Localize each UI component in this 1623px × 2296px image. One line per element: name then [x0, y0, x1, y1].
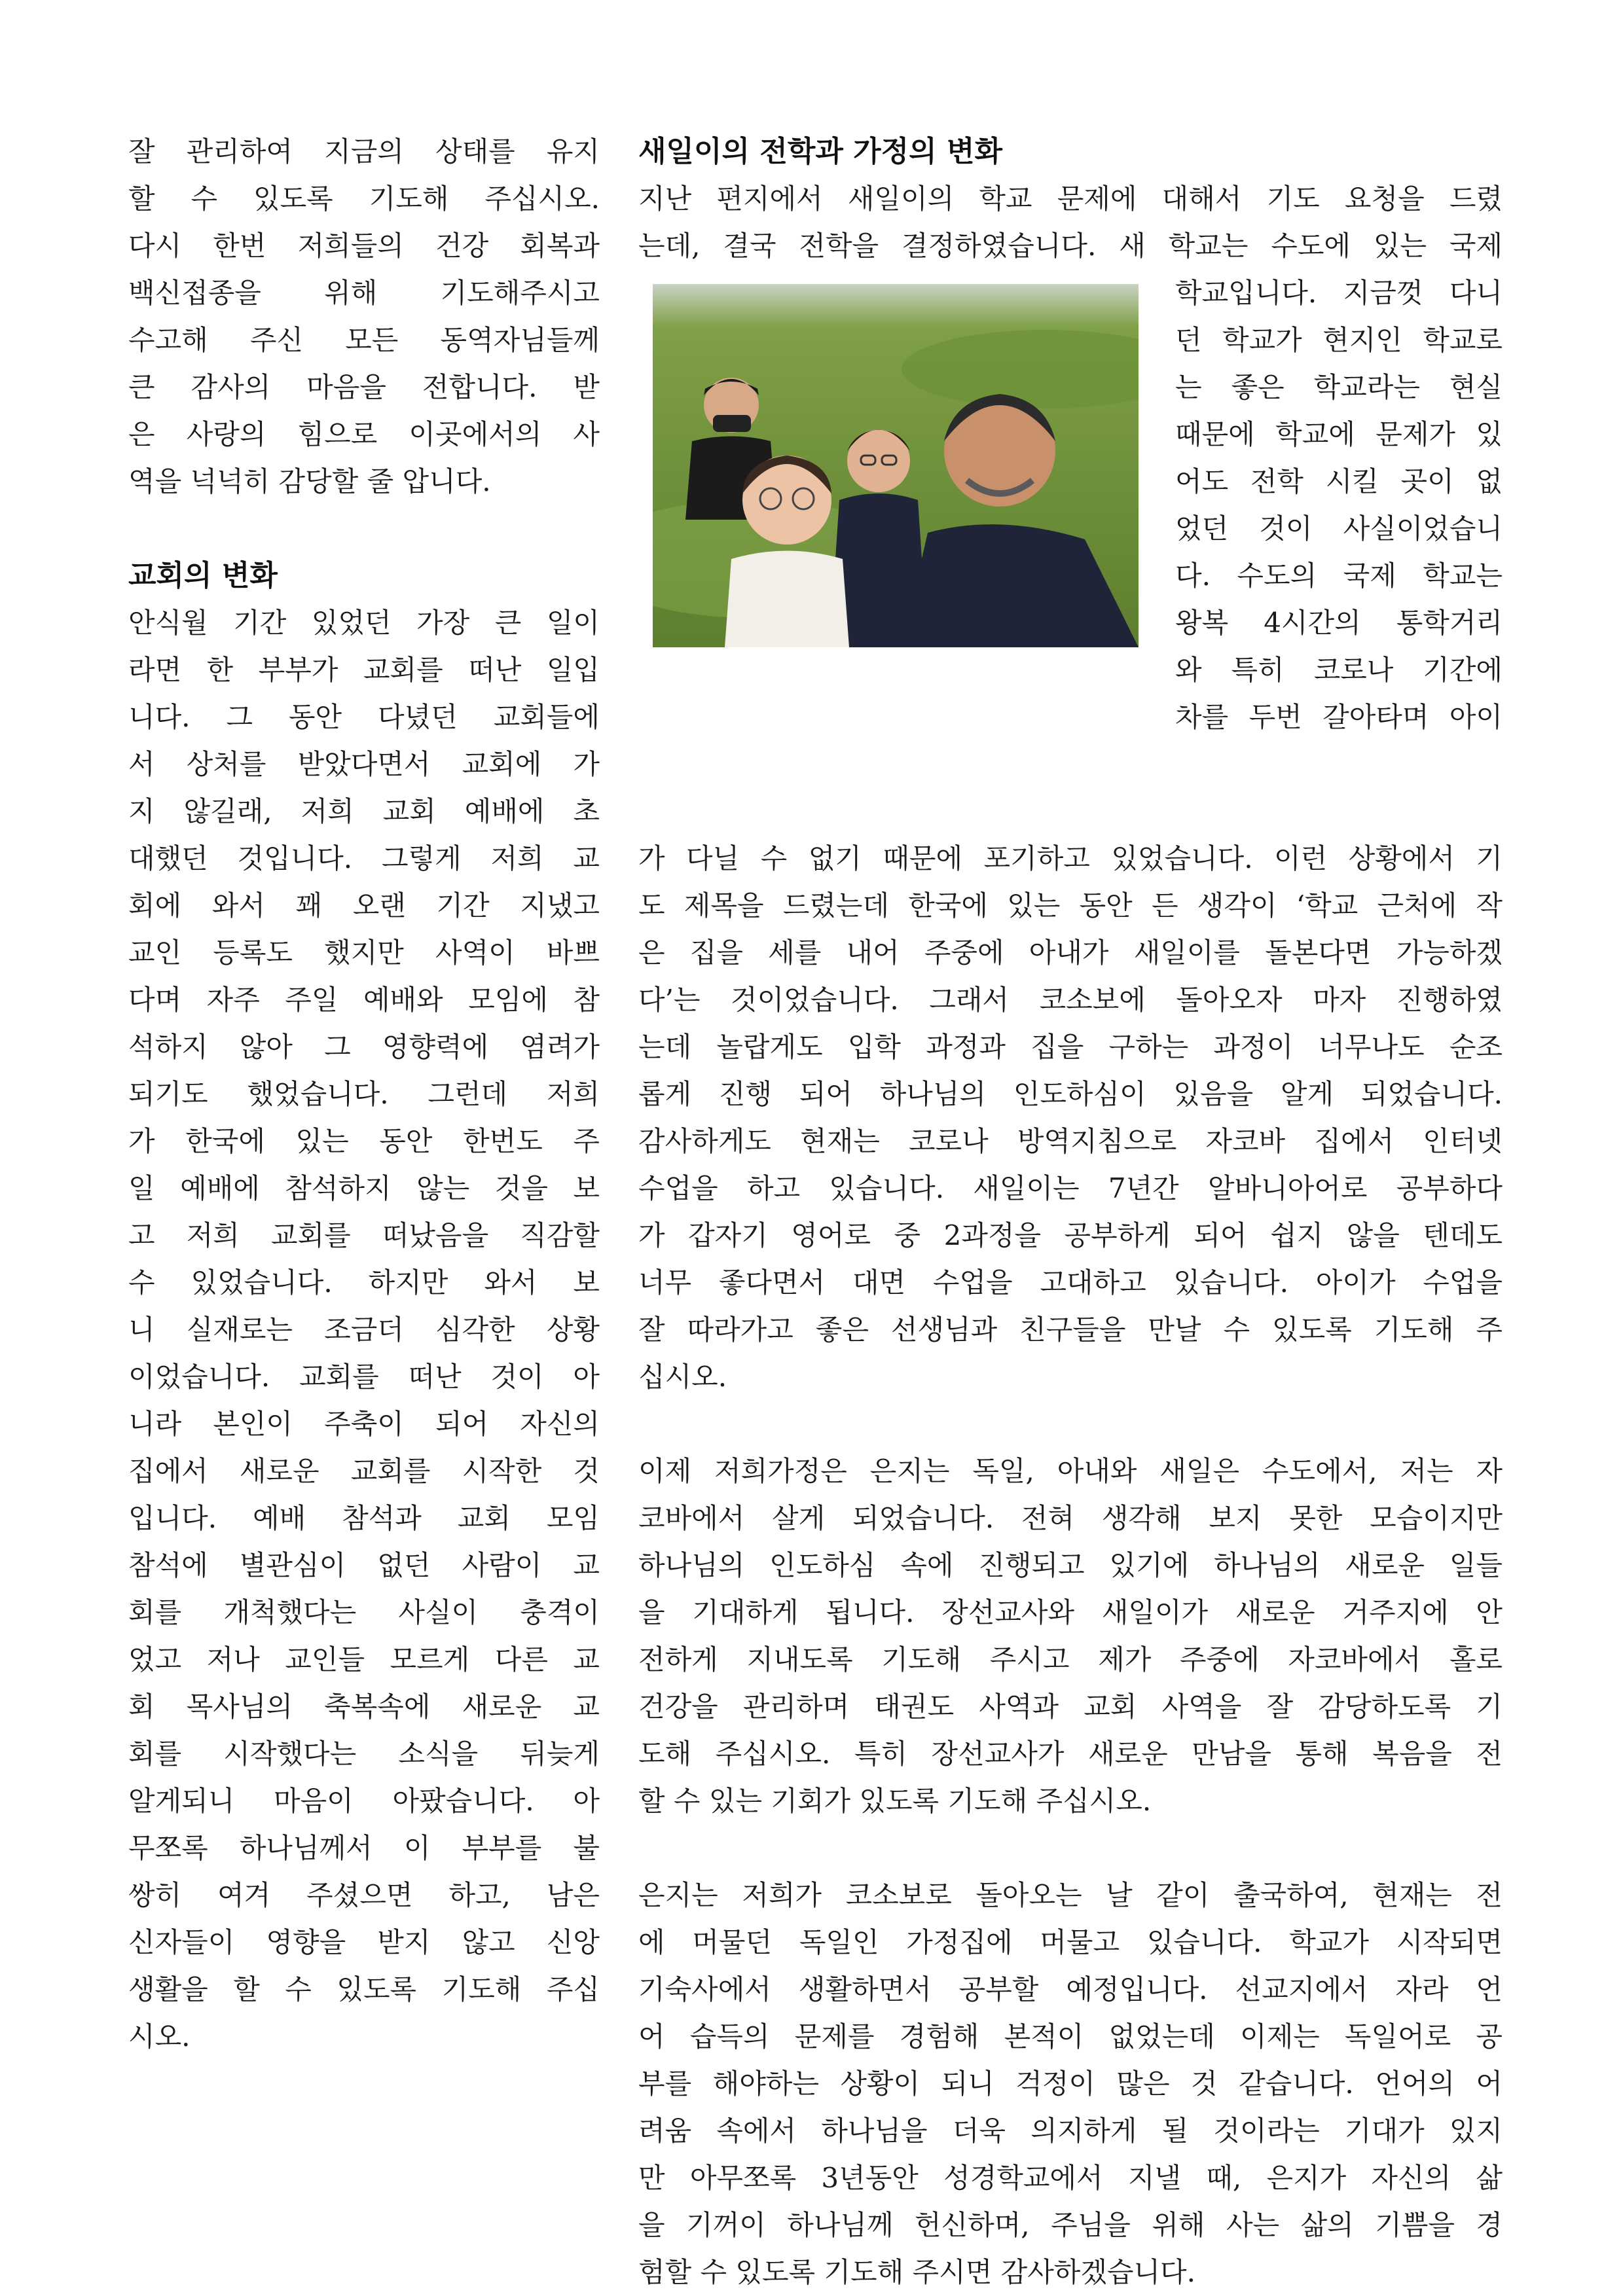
text-line: 역을 넉넉히 감당할 줄 압니다.	[128, 465, 491, 497]
text-line: 참석에 별관심이 없던 사람이 교	[128, 1549, 600, 1581]
text-line: 십시오.	[638, 1361, 727, 1393]
text-line: 쌍히 여겨 주셨으면 하고, 남은	[128, 1879, 600, 1911]
text-line: 너무 좋다면서 대면 수업을 고대하고 있습니다. 아이가 수업을	[638, 1266, 1503, 1299]
text-line: 고 저희 교회를 떠났음을 직감할	[128, 1219, 600, 1251]
text-line: 만 아무쪼록 3년동안 성경학교에서 지낼 때, 은지가 자신의 삶	[638, 2162, 1503, 2194]
text-line: 감사하게도 현재는 코로나 방역지침으로 자코바 집에서 인터넷	[638, 1125, 1503, 1157]
text-line: 와 특히 코로나 기간에	[1175, 654, 1503, 686]
right-paragraph-3	[638, 1872, 1503, 2296]
text-line: 석하지 않아 그 영향력에 염려가	[128, 1031, 600, 1063]
left-paragraph-2	[128, 600, 600, 2060]
text-line: 는데 놀랍게도 입학 과정과 집을 구하는 과정이 너무나도 순조	[638, 1031, 1503, 1063]
text-line: 잘 관리하여 지금의 상태를 유지	[128, 135, 600, 168]
text-line: 시오.	[128, 2020, 191, 2053]
text-line: 다며 자주 주일 예배와 모임에 참	[128, 984, 600, 1016]
text-line: 코바에서 살게 되었습니다. 전혀 생각해 보지 못한 모습이지만	[638, 1502, 1503, 1534]
text-line: 려움 속에서 하나님을 더욱 의지하게 될 것이라는 기대가 있지	[638, 2115, 1503, 2147]
right-paragraph-1	[638, 835, 1503, 1401]
text-line: 는 좋은 학교라는 현실	[1175, 371, 1503, 403]
text-line: 가 다닐 수 없기 때문에 포기하고 있었습니다. 이런 상황에서 기	[638, 842, 1503, 874]
text-line: 알게되니 마음이 아팠습니다. 아	[128, 1785, 600, 1817]
text-line: 어 습득의 문제를 경험해 본적이 없었는데 이제는 독일어로 공	[638, 2020, 1503, 2053]
left-column	[128, 128, 600, 2060]
text-line: 기숙사에서 생활하면서 공부할 예정입니다. 선교지에서 자라 언	[638, 1973, 1503, 2005]
text-line: 롭게 진행 되어 하나님의 인도하심이 있음을 알게 되었습니다.	[638, 1078, 1503, 1110]
text-line: 가 갑자기 영어로 중 2과정을 공부하게 되어 쉽지 않을 텐데도	[638, 1219, 1503, 1251]
text-line: 할 수 있는 기회가 있도록 기도해 주십시오.	[638, 1785, 1152, 1817]
text-line: 대했던 것입니다. 그렇게 저희 교	[128, 842, 600, 874]
text-line: 되기도 했었습니다. 그런데 저희	[128, 1078, 600, 1110]
text-line: 라면 한 부부가 교회를 떠난 일입	[128, 654, 600, 686]
text-line: 회에 와서 꽤 오랜 기간 지냈고	[128, 889, 600, 922]
text-line: 하나님의 인도하심 속에 진행되고 있기에 하나님의 새로운 일들	[638, 1549, 1503, 1581]
text-line: 회를 개척했다는 사실이 충격이	[128, 1596, 600, 1628]
text-line: 교인 등록도 했지만 사역이 바쁘	[128, 937, 600, 969]
text-line: 수 있었습니다. 하지만 와서 보	[128, 1266, 600, 1299]
text-line: 전하게 지내도록 기도해 주시고 제가 주중에 자코바에서 홀로	[638, 1643, 1503, 1676]
text-line: 왕복 4시간의 통학거리	[1175, 607, 1503, 639]
text-line: 수고해 주신 모든 동역자님들께	[128, 324, 600, 356]
text-line: 잘 따라가고 좋은 선생님과 친구들을 만날 수 있도록 기도해 주	[638, 1314, 1503, 1346]
text-line: 일 예배에 참석하지 않는 것을 보	[128, 1172, 600, 1204]
text-line: 가 한국에 있는 동안 한번도 주	[128, 1125, 600, 1157]
family-photo	[653, 284, 1139, 647]
text-line: 다. 수도의 국제 학교는	[1175, 560, 1503, 592]
text-line: 다시 한번 저희들의 건강 회복과	[128, 230, 600, 262]
text-line: 지난 편지에서 새일이의 학교 문제에 대해서 기도 요청을 드렸	[638, 183, 1503, 215]
text-line: 할 수 있도록 기도해 주십시오.	[128, 183, 600, 215]
text-line: 수업을 하고 있습니다. 새일이는 7년간 알바니아어로 공부하다	[638, 1172, 1503, 1204]
text-line: 회 목사님의 축복속에 새로운 교	[128, 1691, 600, 1723]
text-line: 이었습니다. 교회를 떠난 것이 아	[128, 1361, 600, 1393]
text-line: 은 집을 세를 내어 주중에 아내가 새일이를 돌본다면 가능하겠	[638, 937, 1503, 969]
text-line: 부를 해야하는 상황이 되니 걱정이 많은 것 같습니다. 언어의 어	[638, 2068, 1503, 2100]
text-line: 집에서 새로운 교회를 시작한 것	[128, 1455, 600, 1487]
text-line: 생활을 할 수 있도록 기도해 주십	[128, 1973, 600, 2005]
text-line: 이제 저희가정은 은지는 독일, 아내와 새일은 수도에서, 저는 자	[638, 1455, 1503, 1487]
text-line: 는데, 결국 전학을 결정하였습니다. 새 학교는 수도에 있는 국제	[638, 230, 1503, 262]
right-column	[638, 128, 1503, 2296]
text-line: 어도 전학 시킬 곳이 없	[1175, 465, 1503, 497]
text-line: 안식월 기간 있었던 가장 큰 일이	[128, 607, 600, 639]
text-line: 다’는 것이었습니다. 그래서 코소보에 돌아오자 마자 진행하였	[638, 984, 1503, 1016]
text-line: 니 실재로는 조금더 심각한 상황	[128, 1314, 600, 1346]
text-line: 무쪼록 하나님께서 이 부부를 불	[128, 1832, 600, 1864]
text-line: 도해 주십시오. 특히 장선교사가 새로운 만남을 통해 복음을 전	[638, 1738, 1503, 1770]
section-heading-church: 교회의 변화	[128, 559, 278, 592]
text-line: 큰 감사의 마음을 전합니다. 받	[128, 371, 600, 403]
text-line: 학교입니다. 지금껏 다니	[1175, 277, 1503, 309]
text-line: 을 기꺼이 하나님께 헌신하며, 주님을 위해 사는 삶의 기쁨을 경	[638, 2209, 1503, 2241]
text-line: 회를 시작했다는 소식을 뒤늦게	[128, 1738, 600, 1770]
text-line: 험할 수 있도록 기도해 주시면 감사하겠습니다.	[638, 2256, 1195, 2288]
text-line: 에 머물던 독일인 가정집에 머물고 있습니다. 학교가 시작되면	[638, 1926, 1503, 1958]
text-line: 을 기대하게 됩니다. 장선교사와 새일이가 새로운 거주지에 안	[638, 1596, 1503, 1628]
text-line: 서 상처를 받았다면서 교회에 가	[128, 748, 600, 780]
text-line: 때문에 학교에 문제가 있	[1175, 418, 1503, 450]
text-line: 은지는 저희가 코소보로 돌아오는 날 같이 출국하여, 현재는 전	[638, 1879, 1503, 1911]
text-line: 신자들이 영향을 받지 않고 신앙	[128, 1926, 600, 1958]
text-line: 백신접종을 위해 기도해주시고	[128, 277, 600, 309]
text-line: 니다. 그 동안 다녔던 교회들에	[128, 701, 600, 733]
text-beside-photo	[1175, 270, 1503, 741]
photo-wrap-area	[638, 270, 1503, 835]
right-paragraph-2	[638, 1448, 1503, 1825]
text-line: 었고 저나 교인들 모르게 다른 교	[128, 1643, 600, 1676]
text-line: 던 학교가 현지인 학교로	[1175, 324, 1503, 356]
text-line: 지 않길래, 저희 교회 예배에 초	[128, 795, 600, 827]
section-heading-school: 새일이의 전학과 가정의 변화	[638, 135, 1003, 168]
text-line: 건강을 관리하며 태권도 사역과 교회 사역을 잘 감당하도록 기	[638, 1691, 1503, 1723]
family-photo-image	[653, 284, 1139, 647]
right-intro	[638, 175, 1503, 270]
text-line: 도 제목을 드렸는데 한국에 있는 동안 든 생각이 ‘학교 근처에 작	[638, 889, 1503, 922]
text-line: 었던 것이 사실이었습니	[1175, 512, 1503, 545]
text-line: 니라 본인이 주축이 되어 자신의	[128, 1408, 600, 1440]
text-line: 은 사랑의 힘으로 이곳에서의 사	[128, 418, 600, 450]
left-paragraph-1	[128, 128, 600, 505]
text-line: 차를 두번 갈아타며 아이	[1175, 701, 1503, 733]
text-line: 입니다. 예배 참석과 교회 모임	[128, 1502, 600, 1534]
